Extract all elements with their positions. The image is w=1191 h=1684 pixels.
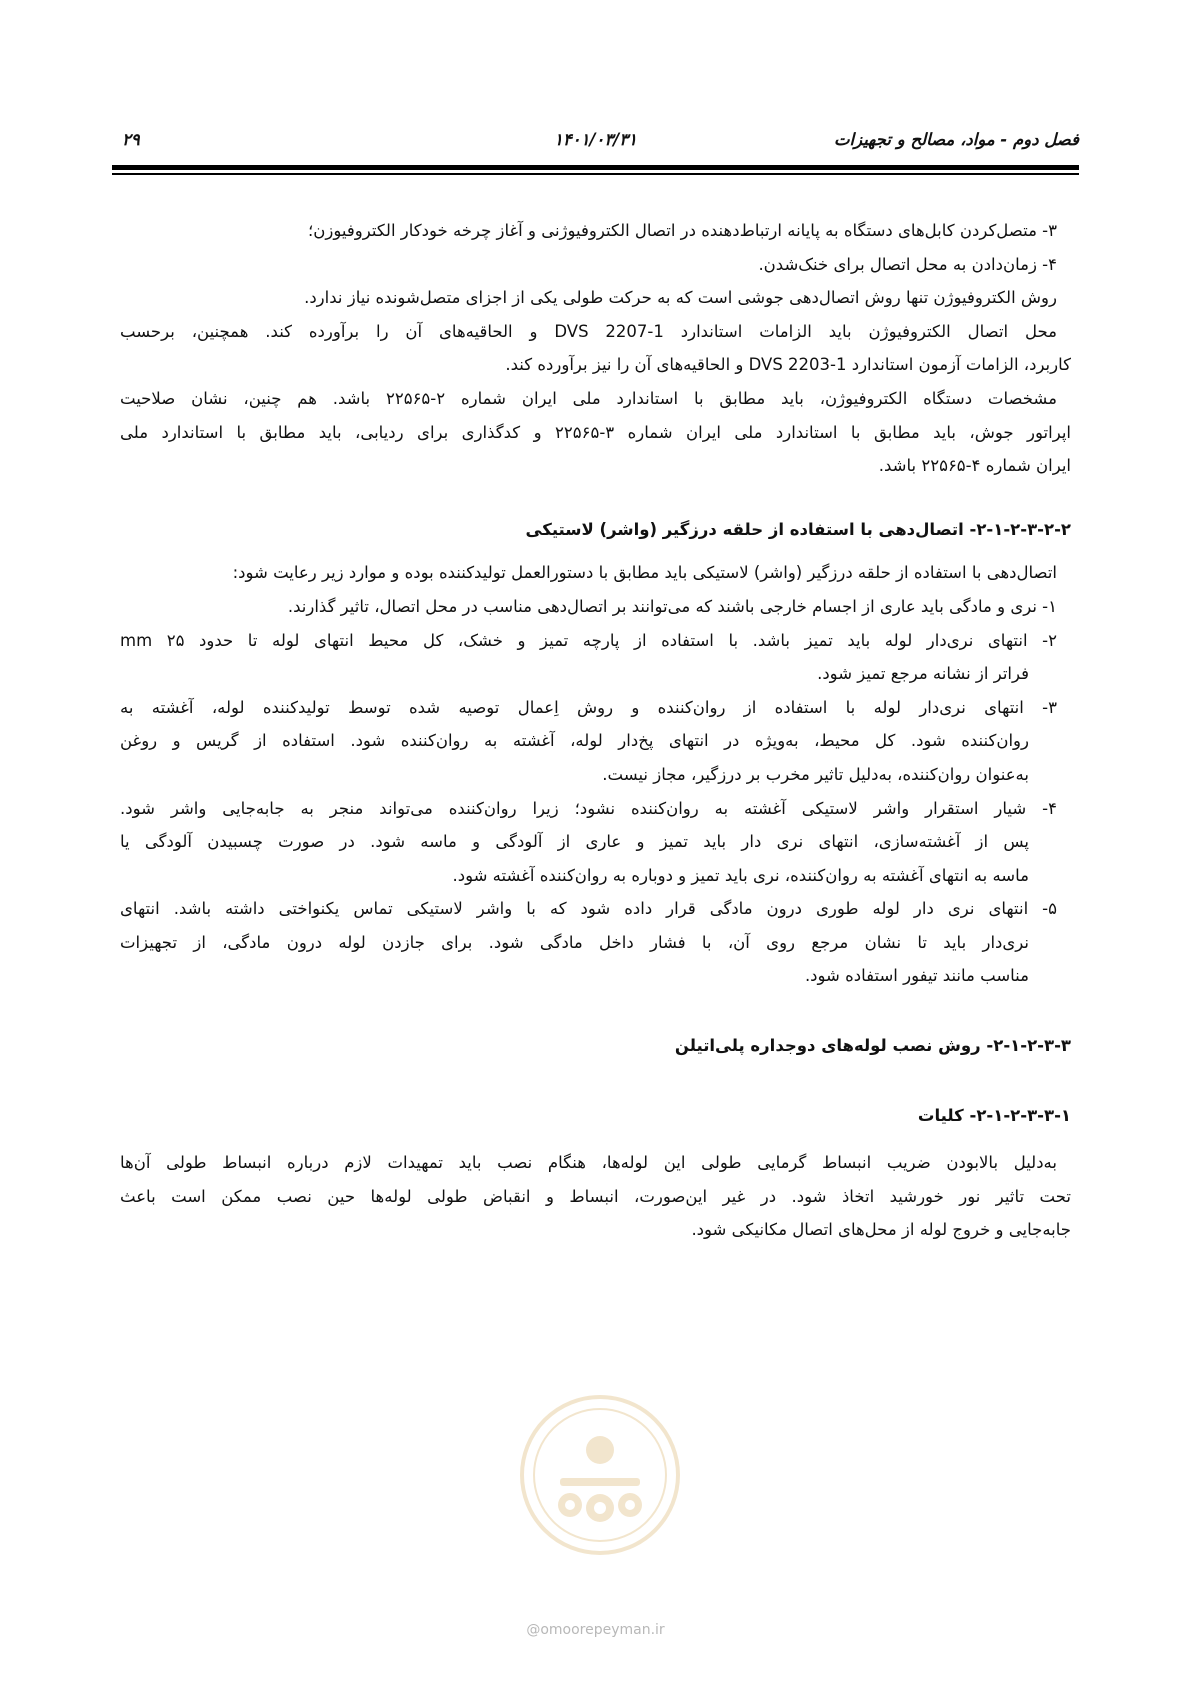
header-date: ۱۴۰۱/۰۳/۳۱ xyxy=(554,130,637,149)
gasket-item-3-line-2: روان‌کننده شود. کل محیط، به‌ویژه در انتهای پخ‌دار لوله، آغشته به روان‌کننده شود. استفاده از گریس و روغن xyxy=(120,731,1029,751)
chapter-title: فصل دوم - مواد، مصالح و تجهیزات xyxy=(833,130,1079,149)
paragraph-device-spec-line-3: ایران شماره ۴-۲۲۵۶۵ باشد. xyxy=(878,456,1071,476)
paragraph-dvs-line-1: محل اتصال الکتروفیوژن باید الزامات استاندارد DVS 2207-1 و الحاقیه‌های آن را برآورده کند. همچنین، برحسب xyxy=(120,321,1057,341)
gasket-item-2-line-2: فراتر از نشانه مرجع تمیز شود. xyxy=(817,664,1029,684)
gasket-item-4-line-2: پس از آغشته‌سازی، انتهای نری دار باید تمیز و عاری از آلودگی و ماسه شود. در صورت چسبیدن آلودگی یا xyxy=(120,832,1029,852)
gasket-item-2-line-1: ۲- انتهای نری‌دار لوله باید تمیز باشد. با استفاده از پارچه تمیز و خشک، کل محیط انتهای لوله تا حدود ۲۵ mm xyxy=(120,630,1057,650)
paragraph-device-spec-line-2: اپراتور جوش، باید مطابق با استاندارد ملی ایران شماره ۳-۲۲۵۶۵ و کدگذاری برای ردیابی، باید مطابق با استاندارد ملی xyxy=(120,422,1071,442)
gasket-item-4-line-3: ماسه به انتهای آغشته به روان‌کننده، نری باید تمیز و دوباره به روان‌کننده آغشته شود. xyxy=(452,865,1029,885)
general-line-2: تحت تاثیر نور خورشید اتخاذ شود. در غیر این‌صورت، انبساط و انقباض طولی لوله‌ها حین نصب ممکن است باعث xyxy=(120,1186,1071,1206)
gasket-item-4-line-1: ۴- شیار استقرار واشر لاستیکی آغشته به روان‌کننده نشود؛ زیرا روان‌کننده می‌تواند منجر به جابه‌جایی واشر شود. xyxy=(120,798,1057,818)
gasket-item-5-line-1: ۵- انتهای نری دار لوله طوری درون مادگی قرار داده شود که با واشر لاستیکی تماس یکنواختی داشته باشد. انتهای xyxy=(120,899,1057,919)
paragraph-electrofusion-only: روش الکتروفیوژن تنها روش اتصال‌دهی جوشی است که به حرکت طولی یکی از اجزای متصل‌شونده نیاز ندارد. xyxy=(304,288,1057,308)
page-number: ۲۹ xyxy=(122,130,140,149)
page-body xyxy=(120,214,1071,1247)
general-line-3: جابه‌جایی و خروج لوله از محل‌های اتصال مکانیکی شود. xyxy=(691,1220,1071,1240)
gasket-item-5-line-3: مناسب مانند تیفور استفاده شود. xyxy=(804,966,1029,986)
gasket-intro: اتصال‌دهی با استفاده از حلقه درزگیر (واشر) لاستیکی باید مطابق با دستورالعمل تولیدکننده بوده و موارد زیر رعایت شود: xyxy=(232,563,1057,583)
gasket-item-5-line-2: نری‌دار باید تا نشان مرجع روی آن، با فشار داخل مادگی شود. برای جازدن لوله درون مادگی، از تجهیزات xyxy=(120,932,1029,952)
page-header xyxy=(112,130,1079,154)
watermark-site: @omoorepeyman.ir xyxy=(526,1622,665,1638)
gasket-item-1: ۱- نری و مادگی باید عاری از اجسام خارجی باشند که می‌توانند بر اتصال‌دهی مناسب در محل اتصال، تاثیر گذارند. xyxy=(287,596,1057,616)
section-heading-general: ۲-۱-۲-۳-۳-۱- کلیات xyxy=(917,1105,1071,1125)
header-rule-thick xyxy=(112,165,1079,170)
step-item-3: ۳- متصل‌کردن کابل‌های دستگاه به پایانه ارتباط‌دهنده در اتصال الکتروفیوژنی و آغاز چرخه خودکار الکتروفیوزن؛ xyxy=(308,221,1057,240)
general-line-1: به‌دلیل بالابودن ضریب انبساط گرمایی طولی این لوله‌ها، هنگام نصب باید تمهیدات لازم درباره انبساط طولی آن‌ها xyxy=(120,1153,1057,1173)
step-item-4: ۴- زمان‌دادن به محل اتصال برای خنک‌شدن. xyxy=(758,254,1057,274)
section-heading-gasket: ۲-۱-۲-۳-۲-۲- اتصال‌دهی با استفاده از حلقه درزگیر (واشر) لاستیکی xyxy=(525,519,1071,539)
watermark-seal-icon xyxy=(515,1390,685,1560)
section-heading-double-wall: ۲-۱-۲-۳-۳- روش نصب لوله‌های دوجداره پلی‌اتیلن xyxy=(674,1036,1071,1056)
paragraph-dvs-line-2: کاربرد، الزامات آزمون استاندارد DVS 2203-1 و الحاقیه‌های آن را نیز برآورده کند. xyxy=(505,355,1071,375)
paragraph-device-spec-line-1: مشخصات دستگاه الکتروفیوژن، باید مطابق با استاندارد ملی ایران شماره ۲-۲۲۵۶۵ باشد. هم چنین، نشان صلاحیت xyxy=(120,388,1057,408)
gasket-item-3-line-3: به‌عنوان روان‌کننده، به‌دلیل تاثیر مخرب بر درزگیر، مجاز نیست. xyxy=(602,764,1029,784)
header-rule-thin xyxy=(112,173,1079,175)
gasket-item-3-line-1: ۳- انتهای نری‌دار لوله با استفاده از روان‌کننده و روش اِعمال توصیه شده توسط تولیدکننده لوله، آغشته به xyxy=(120,697,1057,717)
